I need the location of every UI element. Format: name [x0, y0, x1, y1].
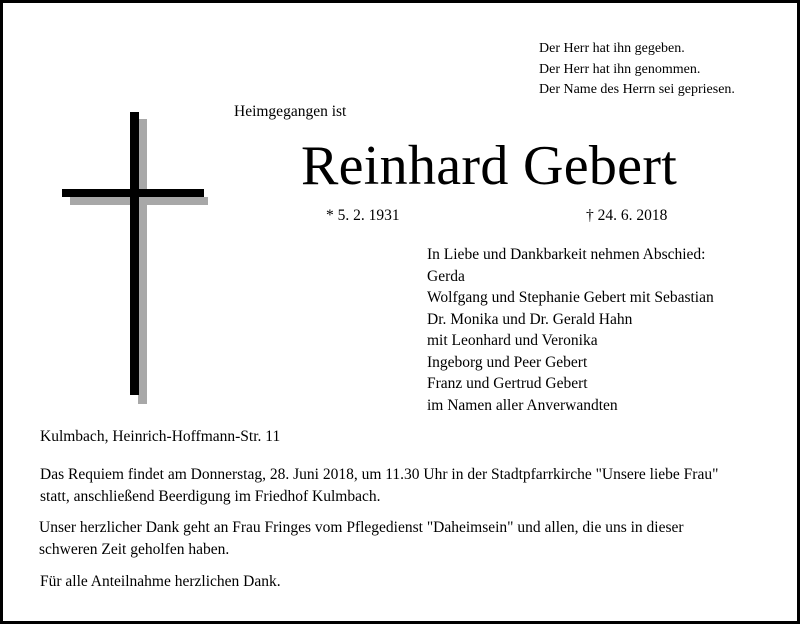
mourners-list: [427, 244, 714, 416]
mourner-line: Ingeborg und Peer Gebert: [427, 353, 588, 371]
bible-verse: [539, 39, 735, 101]
intro-text: Heimgegangen ist: [234, 103, 347, 120]
mourners-heading: In Liebe und Dankbarkeit nehmen Abschied:: [427, 246, 706, 263]
cross-horizontal-beam: [62, 189, 204, 197]
verse-line: Der Herr hat ihn genommen.: [539, 61, 701, 77]
thanks-text: Unser herzlicher Dank geht an Frau Fringes vom Pflegedienst "Daheimsein" und allen, die uns in dieser schweren Zeit geholfen haben.: [39, 519, 684, 558]
mourner-line: Wolfgang und Stephanie Gebert mit Sebastian: [427, 289, 714, 306]
cross-icon: [58, 110, 208, 405]
mourner-line: mit Leonhard und Veronika: [427, 332, 598, 349]
birth-date: * 5. 2. 1931: [326, 207, 400, 224]
address: Kulmbach, Heinrich-Hoffmann-Str. 11: [40, 428, 281, 445]
verse-line: Der Name des Herrn sei gepriesen.: [539, 82, 735, 97]
closing-text: Für alle Anteilnahme herzlichen Dank.: [40, 573, 281, 590]
cross-vertical-beam: [130, 112, 139, 395]
mourner-line: Franz und Gertrud Gebert: [427, 375, 588, 392]
requiem-info: Das Requiem findet am Donnerstag, 28. Juni 2018, um 11.30 Uhr in der Stadtpfarrkirche "Unsere liebe Frau" statt, anschließend Beerdigung im Friedhof Kulmbach.: [40, 466, 719, 505]
mourner-line: Gerda: [427, 267, 465, 285]
mourner-line: im Namen aller Anverwandten: [427, 396, 618, 414]
death-date: † 24. 6. 2018: [586, 207, 668, 224]
cross-shadow-vertical: [138, 119, 147, 404]
deceased-name: Reinhard Gebert: [301, 135, 678, 197]
mourner-line: Dr. Monika und Dr. Gerald Hahn: [427, 310, 633, 328]
verse-line: Der Herr hat ihn gegeben.: [539, 41, 685, 56]
